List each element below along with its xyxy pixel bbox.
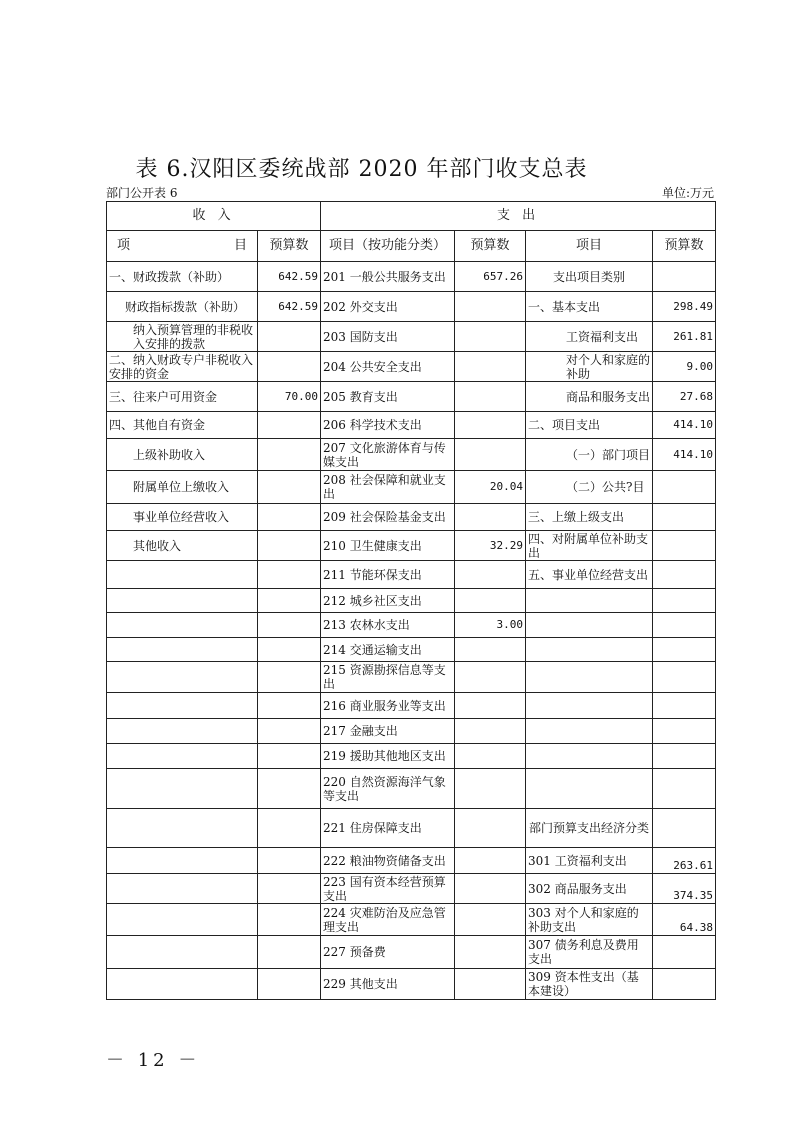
table-row xyxy=(107,904,716,936)
expense-budget-cell: 414.10 xyxy=(653,412,716,439)
expense-budget-cell xyxy=(653,969,716,1000)
function-budget-cell xyxy=(455,936,526,969)
expense-budget-cell: 374.35 xyxy=(653,874,716,904)
table-row xyxy=(107,531,716,561)
income-item-cell: 三、往来户可用资金 xyxy=(107,382,258,412)
function-item-cell: 223 国有资本经营预算支出 xyxy=(321,874,455,904)
income-budget-cell xyxy=(258,638,321,662)
function-budget-cell xyxy=(455,589,526,613)
expense-budget-cell xyxy=(653,719,716,744)
income-budget-cell xyxy=(258,809,321,848)
expense-budget-cell xyxy=(653,662,716,693)
income-budget-cell xyxy=(258,848,321,874)
expense-project-cell: 三、上缴上级支出 xyxy=(526,504,653,531)
table-row xyxy=(107,769,716,809)
income-item-cell xyxy=(107,719,258,744)
income-item-cell xyxy=(107,744,258,769)
income-item-cell xyxy=(107,662,258,693)
budget-table xyxy=(106,201,716,1000)
expense-project-cell: 302 商品服务支出 xyxy=(526,874,653,904)
expense-budget-cell xyxy=(653,471,716,504)
income-item-cell: 事业单位经营收入 xyxy=(107,504,258,531)
header-row-columns xyxy=(107,231,716,262)
expense-budget-cell: 64.38 xyxy=(653,904,716,936)
income-budget-cell: 642.59 xyxy=(258,292,321,322)
function-item-cell: 217 金融支出 xyxy=(321,719,455,744)
function-item-cell: 208 社会保障和就业支出 xyxy=(321,471,455,504)
income-header: 收 入 xyxy=(107,202,321,231)
expense-project-cell: 部门预算支出经济分类 xyxy=(526,809,653,848)
function-item-cell: 221 住房保障支出 xyxy=(321,809,455,848)
expense-budget-cell xyxy=(653,561,716,589)
function-budget-cell xyxy=(455,904,526,936)
income-item-cell xyxy=(107,874,258,904)
function-item-cell: 227 预备费 xyxy=(321,936,455,969)
table-row xyxy=(107,744,716,769)
function-budget-cell xyxy=(455,719,526,744)
income-budget-cell xyxy=(258,589,321,613)
income-budget-cell xyxy=(258,412,321,439)
col-header-budget2: 预算数 xyxy=(455,231,526,262)
expense-project-cell xyxy=(526,769,653,809)
income-item-cell xyxy=(107,904,258,936)
function-budget-cell xyxy=(455,292,526,322)
function-item-cell: 220 自然资源海洋气象等支出 xyxy=(321,769,455,809)
page-number: － 12 － xyxy=(106,1050,201,1071)
expense-project-cell xyxy=(526,744,653,769)
income-budget-cell xyxy=(258,561,321,589)
function-budget-cell: 32.29 xyxy=(455,531,526,561)
col-header-budget: 预算数 xyxy=(258,231,321,262)
table-row xyxy=(107,936,716,969)
function-item-cell: 211 节能环保支出 xyxy=(321,561,455,589)
header-row-groups xyxy=(107,202,716,231)
expense-budget-cell xyxy=(653,262,716,292)
expense-budget-cell: 261.81 xyxy=(653,322,716,352)
income-budget-cell xyxy=(258,904,321,936)
expense-project-cell: 一、基本支出 xyxy=(526,292,653,322)
income-budget-cell xyxy=(258,936,321,969)
function-budget-cell xyxy=(455,352,526,382)
income-item-cell xyxy=(107,936,258,969)
col-header-func-item: 项目（按功能分类） xyxy=(321,231,455,262)
income-budget-cell xyxy=(258,439,321,471)
income-item-cell: 上级补助收入 xyxy=(107,439,258,471)
income-item-cell: 财政指标拨款（补助） xyxy=(107,292,258,322)
table-row xyxy=(107,662,716,693)
income-item-cell xyxy=(107,848,258,874)
income-budget-cell xyxy=(258,874,321,904)
function-item-cell: 212 城乡社区支出 xyxy=(321,589,455,613)
income-budget-cell xyxy=(258,613,321,638)
table-row xyxy=(107,809,716,848)
table-row xyxy=(107,693,716,719)
income-item-cell xyxy=(107,969,258,1000)
table-row xyxy=(107,382,716,412)
income-item-cell: 二、纳入财政专户非税收入安排的资金 xyxy=(107,352,258,382)
col-header-budget3: 预算数 xyxy=(653,231,716,262)
income-budget-cell xyxy=(258,504,321,531)
function-item-cell: 209 社会保险基金支出 xyxy=(321,504,455,531)
expense-project-cell: 二、项目支出 xyxy=(526,412,653,439)
function-item-cell: 202 外交支出 xyxy=(321,292,455,322)
table-row xyxy=(107,589,716,613)
expense-budget-cell xyxy=(653,744,716,769)
table-row xyxy=(107,471,716,504)
table-row xyxy=(107,969,716,1000)
expense-budget-cell xyxy=(653,589,716,613)
income-budget-cell xyxy=(258,322,321,352)
income-item-cell: 四、其他自有资金 xyxy=(107,412,258,439)
function-budget-cell xyxy=(455,848,526,874)
table-row xyxy=(107,874,716,904)
function-item-cell: 216 商业服务业等支出 xyxy=(321,693,455,719)
expense-budget-cell: 298.49 xyxy=(653,292,716,322)
function-budget-cell xyxy=(455,412,526,439)
expense-project-cell: 商品和服务支出 xyxy=(526,382,653,412)
form-id: 部门公开表 6 xyxy=(106,186,178,200)
expense-budget-cell xyxy=(653,936,716,969)
function-item-cell: 206 科学技术支出 xyxy=(321,412,455,439)
table-row xyxy=(107,412,716,439)
expense-project-cell xyxy=(526,719,653,744)
income-budget-cell xyxy=(258,531,321,561)
function-budget-cell xyxy=(455,769,526,809)
table-row xyxy=(107,719,716,744)
expense-header: 支 出 xyxy=(321,202,716,231)
expense-budget-cell: 9.00 xyxy=(653,352,716,382)
function-budget-cell xyxy=(455,382,526,412)
expense-budget-cell xyxy=(653,809,716,848)
income-budget-cell xyxy=(258,744,321,769)
income-budget-cell xyxy=(258,769,321,809)
expense-budget-cell xyxy=(653,769,716,809)
table-row xyxy=(107,439,716,471)
income-item-cell xyxy=(107,809,258,848)
income-budget-cell xyxy=(258,662,321,693)
table-row xyxy=(107,561,716,589)
function-budget-cell: 20.04 xyxy=(455,471,526,504)
function-item-cell: 224 灾难防治及应急管理支出 xyxy=(321,904,455,936)
function-item-cell: 215 资源勘探信息等支出 xyxy=(321,662,455,693)
expense-budget-cell: 27.68 xyxy=(653,382,716,412)
expense-budget-cell xyxy=(653,504,716,531)
function-budget-cell xyxy=(455,874,526,904)
table-row xyxy=(107,848,716,874)
function-item-cell: 213 农林水支出 xyxy=(321,613,455,638)
table-row xyxy=(107,322,716,352)
function-budget-cell xyxy=(455,662,526,693)
expense-project-cell: 307 债务利息及费用支出 xyxy=(526,936,653,969)
expense-project-cell xyxy=(526,613,653,638)
income-budget-cell xyxy=(258,693,321,719)
income-budget-cell: 70.00 xyxy=(258,382,321,412)
expense-project-cell: （二）公共?目 xyxy=(526,471,653,504)
table-row xyxy=(107,504,716,531)
table-row xyxy=(107,262,716,292)
income-item-cell xyxy=(107,638,258,662)
function-item-cell: 207 文化旅游体育与传媒支出 xyxy=(321,439,455,471)
table-row xyxy=(107,292,716,322)
income-item-cell xyxy=(107,561,258,589)
income-item-cell: 附属单位上缴收入 xyxy=(107,471,258,504)
function-item-cell: 203 国防支出 xyxy=(321,322,455,352)
table-row xyxy=(107,638,716,662)
expense-project-cell: 301 工资福利支出 xyxy=(526,848,653,874)
function-item-cell: 201 一般公共服务支出 xyxy=(321,262,455,292)
expense-budget-cell xyxy=(653,531,716,561)
income-item-cell xyxy=(107,613,258,638)
function-item-cell: 210 卫生健康支出 xyxy=(321,531,455,561)
expense-project-cell xyxy=(526,638,653,662)
function-item-cell: 229 其他支出 xyxy=(321,969,455,1000)
function-budget-cell: 3.00 xyxy=(455,613,526,638)
function-budget-cell xyxy=(455,744,526,769)
income-budget-cell: 642.59 xyxy=(258,262,321,292)
expense-project-cell xyxy=(526,589,653,613)
expense-budget-cell xyxy=(653,693,716,719)
function-budget-cell xyxy=(455,809,526,848)
expense-project-cell: 303 对个人和家庭的补助支出 xyxy=(526,904,653,936)
expense-budget-cell xyxy=(653,613,716,638)
function-item-cell: 219 援助其他地区支出 xyxy=(321,744,455,769)
function-budget-cell xyxy=(455,322,526,352)
function-item-cell: 214 交通运输支出 xyxy=(321,638,455,662)
income-item-cell: 一、财政拨款（补助） xyxy=(107,262,258,292)
function-budget-cell xyxy=(455,504,526,531)
expense-budget-cell: 263.61 xyxy=(653,848,716,874)
expense-project-cell: 对个人和家庭的补助 xyxy=(526,352,653,382)
function-item-cell: 222 粮油物资储备支出 xyxy=(321,848,455,874)
expense-budget-cell xyxy=(653,638,716,662)
function-budget-cell xyxy=(455,969,526,1000)
income-item-cell xyxy=(107,589,258,613)
function-item-cell: 204 公共安全支出 xyxy=(321,352,455,382)
expense-project-cell: 支出项目类别 xyxy=(526,262,653,292)
col-header-item: 项 目 xyxy=(107,231,258,262)
function-budget-cell xyxy=(455,693,526,719)
page-title: 表 6.汉阳区委统战部 2020 年部门收支总表 xyxy=(135,157,588,182)
col-header-project: 项目 xyxy=(526,231,653,262)
expense-project-cell: 工资福利支出 xyxy=(526,322,653,352)
expense-project-cell xyxy=(526,693,653,719)
unit-label: 单位:万元 xyxy=(661,186,714,200)
expense-project-cell: 四、对附属单位补助支出 xyxy=(526,531,653,561)
function-budget-cell xyxy=(455,638,526,662)
income-budget-cell xyxy=(258,471,321,504)
income-budget-cell xyxy=(258,719,321,744)
income-item-cell: 纳入预算管理的非税收入安排的拨款 xyxy=(107,322,258,352)
function-budget-cell: 657.26 xyxy=(455,262,526,292)
function-item-cell: 205 教育支出 xyxy=(321,382,455,412)
income-item-cell xyxy=(107,693,258,719)
table-row xyxy=(107,613,716,638)
function-budget-cell xyxy=(455,561,526,589)
income-item-cell xyxy=(107,769,258,809)
function-budget-cell xyxy=(455,439,526,471)
expense-project-cell: 309 资本性支出（基本建设） xyxy=(526,969,653,1000)
expense-project-cell xyxy=(526,662,653,693)
expense-budget-cell: 414.10 xyxy=(653,439,716,471)
table-row xyxy=(107,352,716,382)
expense-project-cell: （一）部门项目 xyxy=(526,439,653,471)
income-budget-cell xyxy=(258,969,321,1000)
expense-project-cell: 五、事业单位经营支出 xyxy=(526,561,653,589)
income-item-cell: 其他收入 xyxy=(107,531,258,561)
income-budget-cell xyxy=(258,352,321,382)
